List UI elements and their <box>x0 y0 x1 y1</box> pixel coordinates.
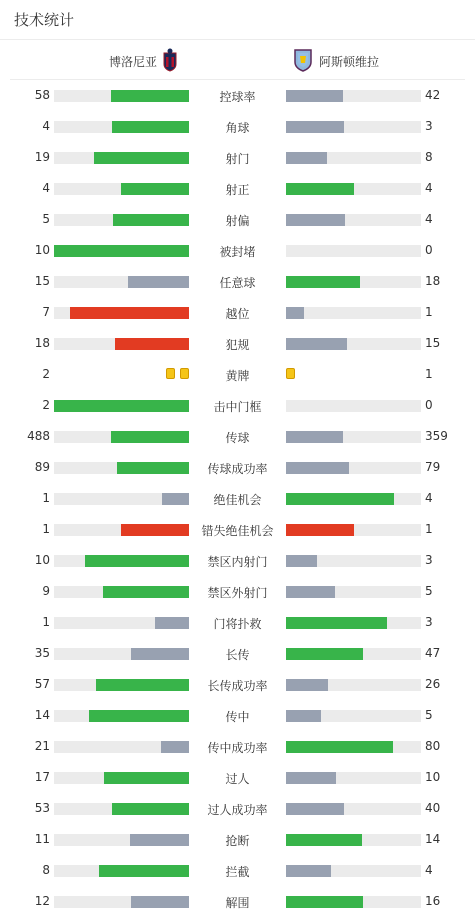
home-stat-value: 53 <box>34 801 50 815</box>
home-stat-bar <box>54 617 189 629</box>
away-stat-value: 1 <box>425 522 433 536</box>
home-team-name: 博洛尼亚 <box>108 55 157 69</box>
away-stat-bar <box>286 555 421 567</box>
home-team[interactable] <box>109 48 177 75</box>
home-stat-bar-fill <box>117 462 189 474</box>
home-stat-bar <box>54 183 189 195</box>
away-yellow-cards <box>286 368 295 379</box>
home-stat-bar-fill <box>115 338 189 350</box>
home-stat-value: 14 <box>34 708 50 722</box>
away-stat-bar <box>286 121 421 133</box>
away-stat-value: 359 <box>425 429 448 443</box>
away-stat-bar-fill <box>286 803 344 815</box>
away-stat-bar <box>286 679 421 691</box>
away-stat-bar <box>286 462 421 474</box>
home-stat-value: 58 <box>34 88 50 102</box>
home-stat-bar <box>54 834 189 846</box>
home-stat-value: 8 <box>42 863 50 877</box>
away-stat-value: 8 <box>425 150 433 164</box>
home-stat-value: 1 <box>42 522 50 536</box>
stat-label: 黄牌 <box>225 369 250 383</box>
away-stat-bar-fill <box>286 555 317 567</box>
yellow-card-icon <box>166 368 175 379</box>
away-stat-bar-fill <box>286 896 363 908</box>
home-stat-bar <box>54 276 189 288</box>
home-stat-bar-fill <box>131 648 189 660</box>
stat-row <box>0 855 475 886</box>
home-stat-bar <box>54 121 189 133</box>
away-stat-value: 5 <box>425 584 433 598</box>
away-stat-value: 0 <box>425 243 433 257</box>
home-stat-value: 35 <box>34 646 50 660</box>
away-stat-bar-fill <box>286 586 335 598</box>
home-stat-bar-fill <box>96 679 189 691</box>
home-stat-value: 2 <box>42 367 50 381</box>
home-stat-bar <box>54 493 189 505</box>
stat-row <box>0 638 475 669</box>
away-stat-value: 15 <box>425 336 441 350</box>
home-team-crest-icon <box>163 48 177 75</box>
away-stat-value: 42 <box>425 88 441 102</box>
away-stat-bar <box>286 90 421 102</box>
away-stat-value: 10 <box>425 770 441 784</box>
stat-label: 射正 <box>225 183 250 197</box>
away-stat-bar <box>286 834 421 846</box>
away-stat-value: 16 <box>425 894 441 908</box>
away-stat-bar-fill <box>286 679 328 691</box>
stat-label: 射门 <box>225 152 250 166</box>
home-stat-value: 1 <box>42 615 50 629</box>
stat-label: 绝佳机会 <box>213 493 262 507</box>
home-stat-bar <box>54 245 189 257</box>
stat-row <box>0 886 475 917</box>
stat-row <box>0 111 475 142</box>
home-stat-value: 1 <box>42 491 50 505</box>
home-stat-bar-fill <box>112 121 189 133</box>
stat-label: 射偏 <box>225 214 250 228</box>
home-stat-value: 11 <box>34 832 50 846</box>
home-stat-value: 18 <box>34 336 50 350</box>
away-stat-value: 4 <box>425 181 433 195</box>
stat-row <box>0 607 475 638</box>
home-stat-bar-fill <box>130 834 189 846</box>
stat-row <box>0 824 475 855</box>
stat-label: 抢断 <box>225 834 250 848</box>
stat-row <box>0 390 475 421</box>
away-stat-bar-fill <box>286 121 344 133</box>
home-stat-bar-fill <box>161 741 189 753</box>
stat-label: 拦截 <box>225 865 250 879</box>
away-stat-bar-fill <box>286 276 360 288</box>
away-stat-bar-fill <box>286 214 345 226</box>
home-stat-bar <box>54 555 189 567</box>
away-stat-bar-fill <box>286 524 354 536</box>
away-stat-bar-fill <box>286 772 336 784</box>
stats-list <box>0 80 475 917</box>
home-stat-bar <box>54 586 189 598</box>
home-stat-value: 10 <box>34 553 50 567</box>
away-stat-bar <box>286 338 421 350</box>
stat-row <box>0 359 475 390</box>
home-stat-bar-fill <box>113 214 189 226</box>
home-stat-bar <box>54 679 189 691</box>
teams-header <box>10 40 465 80</box>
home-stat-bar <box>54 338 189 350</box>
stat-label: 角球 <box>225 121 250 135</box>
away-stat-bar-fill <box>286 493 394 505</box>
away-stat-bar <box>286 276 421 288</box>
home-stat-bar <box>54 462 189 474</box>
home-stat-bar-fill <box>121 183 189 195</box>
stat-row <box>0 545 475 576</box>
home-stat-bar <box>54 431 189 443</box>
stat-row <box>0 173 475 204</box>
away-stat-bar <box>286 896 421 908</box>
stat-label: 被封堵 <box>219 245 256 259</box>
home-stat-bar-fill <box>54 245 189 257</box>
home-stat-bar-fill <box>104 772 189 784</box>
away-team-name: 阿斯顿维拉 <box>319 55 380 69</box>
home-stat-value: 15 <box>34 274 50 288</box>
away-stat-value: 1 <box>425 305 433 319</box>
away-stat-bar-fill <box>286 617 387 629</box>
home-stat-bar-fill <box>121 524 189 536</box>
home-stat-bar-fill <box>155 617 189 629</box>
stat-label: 越位 <box>225 307 250 321</box>
yellow-card-icon <box>286 368 295 379</box>
home-stat-value: 2 <box>42 398 50 412</box>
away-stat-bar-fill <box>286 710 321 722</box>
stat-row <box>0 452 475 483</box>
home-stat-bar-fill <box>103 586 189 598</box>
away-stat-bar-fill <box>286 431 343 443</box>
stat-row <box>0 483 475 514</box>
away-stat-bar <box>286 214 421 226</box>
away-stat-value: 4 <box>425 491 433 505</box>
away-stat-bar-fill <box>286 648 363 660</box>
stat-row <box>0 235 475 266</box>
away-stat-bar <box>286 245 421 257</box>
home-stat-bar <box>54 152 189 164</box>
home-stat-bar-fill <box>99 865 189 877</box>
stat-label: 传中 <box>225 710 250 724</box>
home-stat-value: 89 <box>34 460 50 474</box>
home-stat-bar-fill <box>111 90 189 102</box>
home-stat-value: 10 <box>34 243 50 257</box>
away-stat-bar-fill <box>286 865 331 877</box>
home-stat-value: 7 <box>42 305 50 319</box>
away-stat-value: 40 <box>425 801 441 815</box>
home-stat-bar <box>54 741 189 753</box>
home-stat-bar <box>54 772 189 784</box>
stat-label: 传球 <box>225 431 250 445</box>
away-stat-value: 80 <box>425 739 441 753</box>
home-stat-value: 21 <box>34 739 50 753</box>
stat-label: 长传 <box>225 648 250 662</box>
stat-label: 过人 <box>225 772 250 786</box>
home-stat-bar-fill <box>70 307 189 319</box>
stat-label: 过人成功率 <box>207 803 268 817</box>
stat-label: 传球成功率 <box>207 462 268 476</box>
stat-row <box>0 762 475 793</box>
away-stat-value: 26 <box>425 677 441 691</box>
away-stat-bar-fill <box>286 834 362 846</box>
away-stat-bar <box>286 586 421 598</box>
away-stat-value: 3 <box>425 119 433 133</box>
stat-label: 击中门框 <box>213 400 262 414</box>
home-stat-value: 4 <box>42 119 50 133</box>
away-stat-bar <box>286 648 421 660</box>
stat-row <box>0 576 475 607</box>
home-stat-bar-fill <box>111 431 189 443</box>
away-stat-bar <box>286 803 421 815</box>
home-stat-value: 9 <box>42 584 50 598</box>
away-stat-bar-fill <box>286 152 327 164</box>
home-stat-bar-fill <box>128 276 189 288</box>
stat-label: 任意球 <box>219 276 256 290</box>
home-stat-value: 19 <box>34 150 50 164</box>
away-stat-value: 4 <box>425 212 433 226</box>
stat-row <box>0 700 475 731</box>
stat-row <box>0 731 475 762</box>
stat-label: 长传成功率 <box>207 679 268 693</box>
stat-row <box>0 669 475 700</box>
home-yellow-cards <box>166 368 189 379</box>
home-stat-bar <box>54 710 189 722</box>
away-stat-bar <box>286 431 421 443</box>
stat-row <box>0 80 475 111</box>
away-stat-value: 14 <box>425 832 441 846</box>
away-stat-bar-fill <box>286 462 349 474</box>
away-stat-bar-fill <box>286 183 354 195</box>
stat-label: 门将扑救 <box>213 617 262 631</box>
home-stat-bar <box>54 524 189 536</box>
away-team-crest-icon <box>293 48 313 75</box>
home-stat-value: 57 <box>34 677 50 691</box>
away-stat-bar <box>286 710 421 722</box>
home-stat-bar-fill <box>89 710 189 722</box>
away-stat-bar-fill <box>286 307 304 319</box>
stat-label: 禁区内射门 <box>207 555 268 569</box>
home-stat-bar <box>54 648 189 660</box>
away-stat-value: 1 <box>425 367 433 381</box>
away-stat-value: 18 <box>425 274 441 288</box>
away-stat-value: 4 <box>425 863 433 877</box>
away-stat-value: 3 <box>425 553 433 567</box>
away-stat-value: 5 <box>425 708 433 722</box>
home-stat-value: 4 <box>42 181 50 195</box>
away-stat-bar <box>286 617 421 629</box>
away-stat-value: 79 <box>425 460 441 474</box>
away-stat-bar <box>286 400 421 412</box>
home-stat-bar-fill <box>54 400 189 412</box>
page-title: 技术统计 <box>14 11 75 29</box>
stat-label: 犯规 <box>225 338 250 352</box>
home-stat-bar-fill <box>85 555 189 567</box>
away-stat-bar <box>286 307 421 319</box>
home-stat-bar <box>54 865 189 877</box>
away-stat-bar <box>286 152 421 164</box>
home-stat-bar <box>54 896 189 908</box>
away-stat-bar <box>286 772 421 784</box>
stat-label: 禁区外射门 <box>207 586 268 600</box>
stat-row <box>0 204 475 235</box>
home-stat-bar-fill <box>131 896 189 908</box>
stat-row <box>0 266 475 297</box>
stat-label: 解围 <box>225 896 250 910</box>
away-stat-bar <box>286 183 421 195</box>
away-stat-value: 0 <box>425 398 433 412</box>
away-stat-bar <box>286 741 421 753</box>
away-stat-bar-fill <box>286 741 393 753</box>
home-stat-value: 488 <box>27 429 50 443</box>
home-stat-bar <box>54 214 189 226</box>
away-stat-bar <box>286 524 421 536</box>
stat-label: 错失绝佳机会 <box>201 524 274 538</box>
home-stat-bar <box>54 90 189 102</box>
home-stat-bar <box>54 803 189 815</box>
away-team[interactable] <box>293 48 379 75</box>
stat-row <box>0 328 475 359</box>
stat-row <box>0 514 475 545</box>
home-stat-bar-fill <box>112 803 189 815</box>
home-stat-value: 12 <box>34 894 50 908</box>
home-stat-bar-fill <box>162 493 189 505</box>
away-stat-bar-fill <box>286 90 343 102</box>
home-stat-bar <box>54 307 189 319</box>
stat-label: 控球率 <box>219 90 256 104</box>
home-stat-value: 17 <box>34 770 50 784</box>
away-stat-value: 3 <box>425 615 433 629</box>
home-stat-bar-fill <box>94 152 189 164</box>
away-stat-bar <box>286 865 421 877</box>
yellow-card-icon <box>180 368 189 379</box>
away-stat-value: 47 <box>425 646 441 660</box>
stat-label: 传中成功率 <box>207 741 268 755</box>
page-header <box>0 0 475 40</box>
stat-row <box>0 421 475 452</box>
home-stat-value: 5 <box>42 212 50 226</box>
stat-row <box>0 793 475 824</box>
away-stat-bar <box>286 493 421 505</box>
stat-row <box>0 297 475 328</box>
home-stat-bar <box>54 400 189 412</box>
away-stat-bar-fill <box>286 338 347 350</box>
stat-row <box>0 142 475 173</box>
